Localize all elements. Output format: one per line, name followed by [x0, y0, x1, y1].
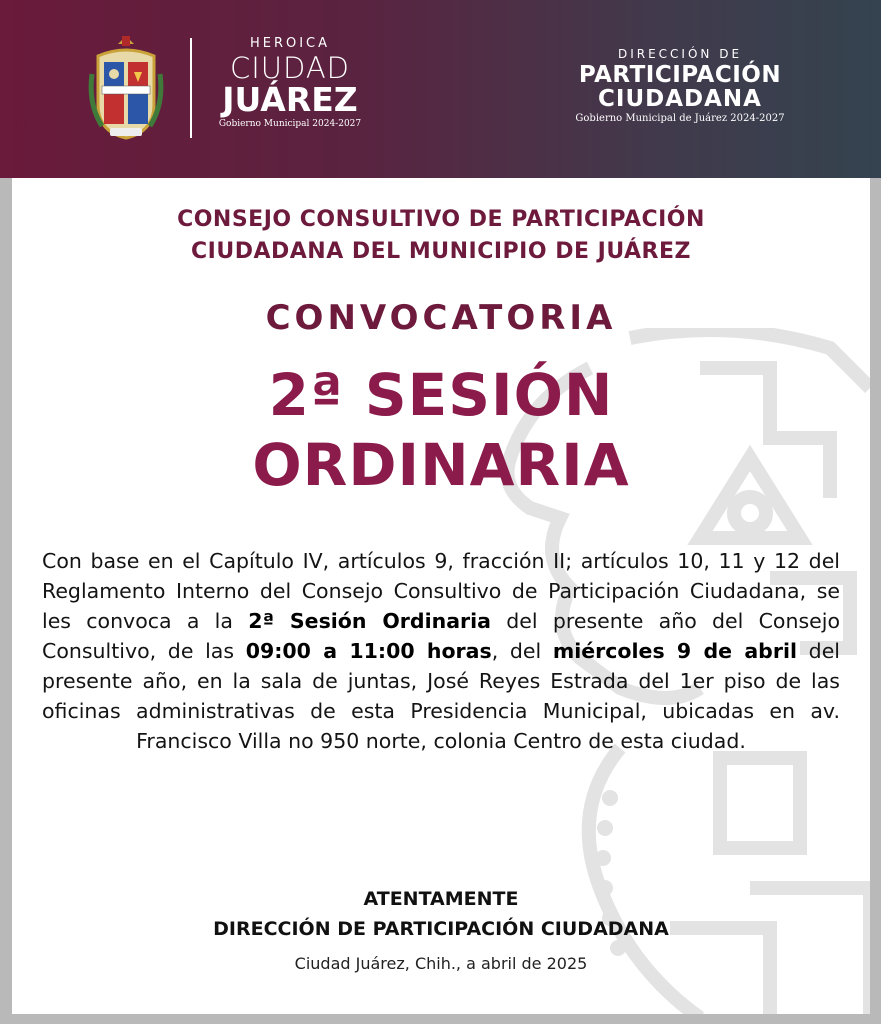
ciudad-juarez-logo — [210, 36, 370, 129]
gobierno-municipal-text: Gobierno Municipal 2024-2027 — [218, 119, 362, 129]
signature-block — [12, 884, 870, 944]
place-date-text: Ciudad Juárez, Chih., a abril de 2025 — [294, 954, 588, 973]
heroica-text: HEROICA — [249, 36, 331, 51]
consejo-line-1: CONSEJO CONSULTIVO DE PARTICIPACIÓN — [177, 207, 705, 232]
sesion-title — [12, 360, 870, 500]
body-text-1: Con base en el Capítulo IV, artículos 9, fracción II; artículos 10, 11 y 12 del Reglamento Interno del Consejo Consultivo de Participación Ciudadana, se les convoca a la — [42, 549, 840, 633]
convocatoria-title: CONVOCATORIA — [265, 298, 617, 338]
ciudadana-text: CIUDADANA — [598, 86, 762, 112]
participacion-text: PARTICIPACIÓN — [578, 62, 782, 88]
header-divider — [190, 38, 192, 138]
body-bold-horario: 09:00 a 11:00 horas — [245, 639, 492, 663]
consejo-line-2: CIUDADANA DEL MUNICIPIO DE JUÁREZ — [191, 239, 691, 264]
body-text-3: , del — [491, 639, 553, 663]
body-text-4: del presente año, en la sala de juntas, José Reyes Estrada del 1er piso de las oficinas administrativas de esta Presidencia Municipal, ubicadas en av. Francisco Villa no 950 norte, colonia Centro de esta ciudad. — [42, 639, 840, 753]
convocatoria-body — [42, 546, 840, 756]
consejo-heading — [12, 204, 870, 268]
juarez-text: JUÁREZ — [222, 80, 358, 119]
body-bold-sesion: 2ª Sesión Ordinaria — [248, 609, 491, 633]
coat-of-arms-logo — [88, 34, 164, 142]
header-banner — [0, 0, 881, 178]
gobierno-juarez-text: Gobierno Municipal de Juárez 2024-2027 — [575, 113, 785, 124]
atentamente-text: ATENTAMENTE — [363, 888, 519, 910]
body-bold-fecha: miércoles 9 de abril — [552, 639, 798, 663]
body-text-2: del presente año del Consejo Consultivo, de las — [42, 609, 840, 663]
direccion-de-text: DIRECCIÓN DE — [617, 47, 743, 61]
ciudad-text: CIUDAD — [229, 51, 351, 85]
sesion-line-2: ORDINARIA — [252, 431, 630, 499]
document-panel — [12, 178, 870, 1014]
sesion-line-1: 2ª SESIÓN — [268, 361, 614, 429]
direccion-signature-text: DIRECCIÓN DE PARTICIPACIÓN CIUDADANA — [213, 918, 669, 940]
participacion-ciudadana-logo — [548, 47, 812, 124]
